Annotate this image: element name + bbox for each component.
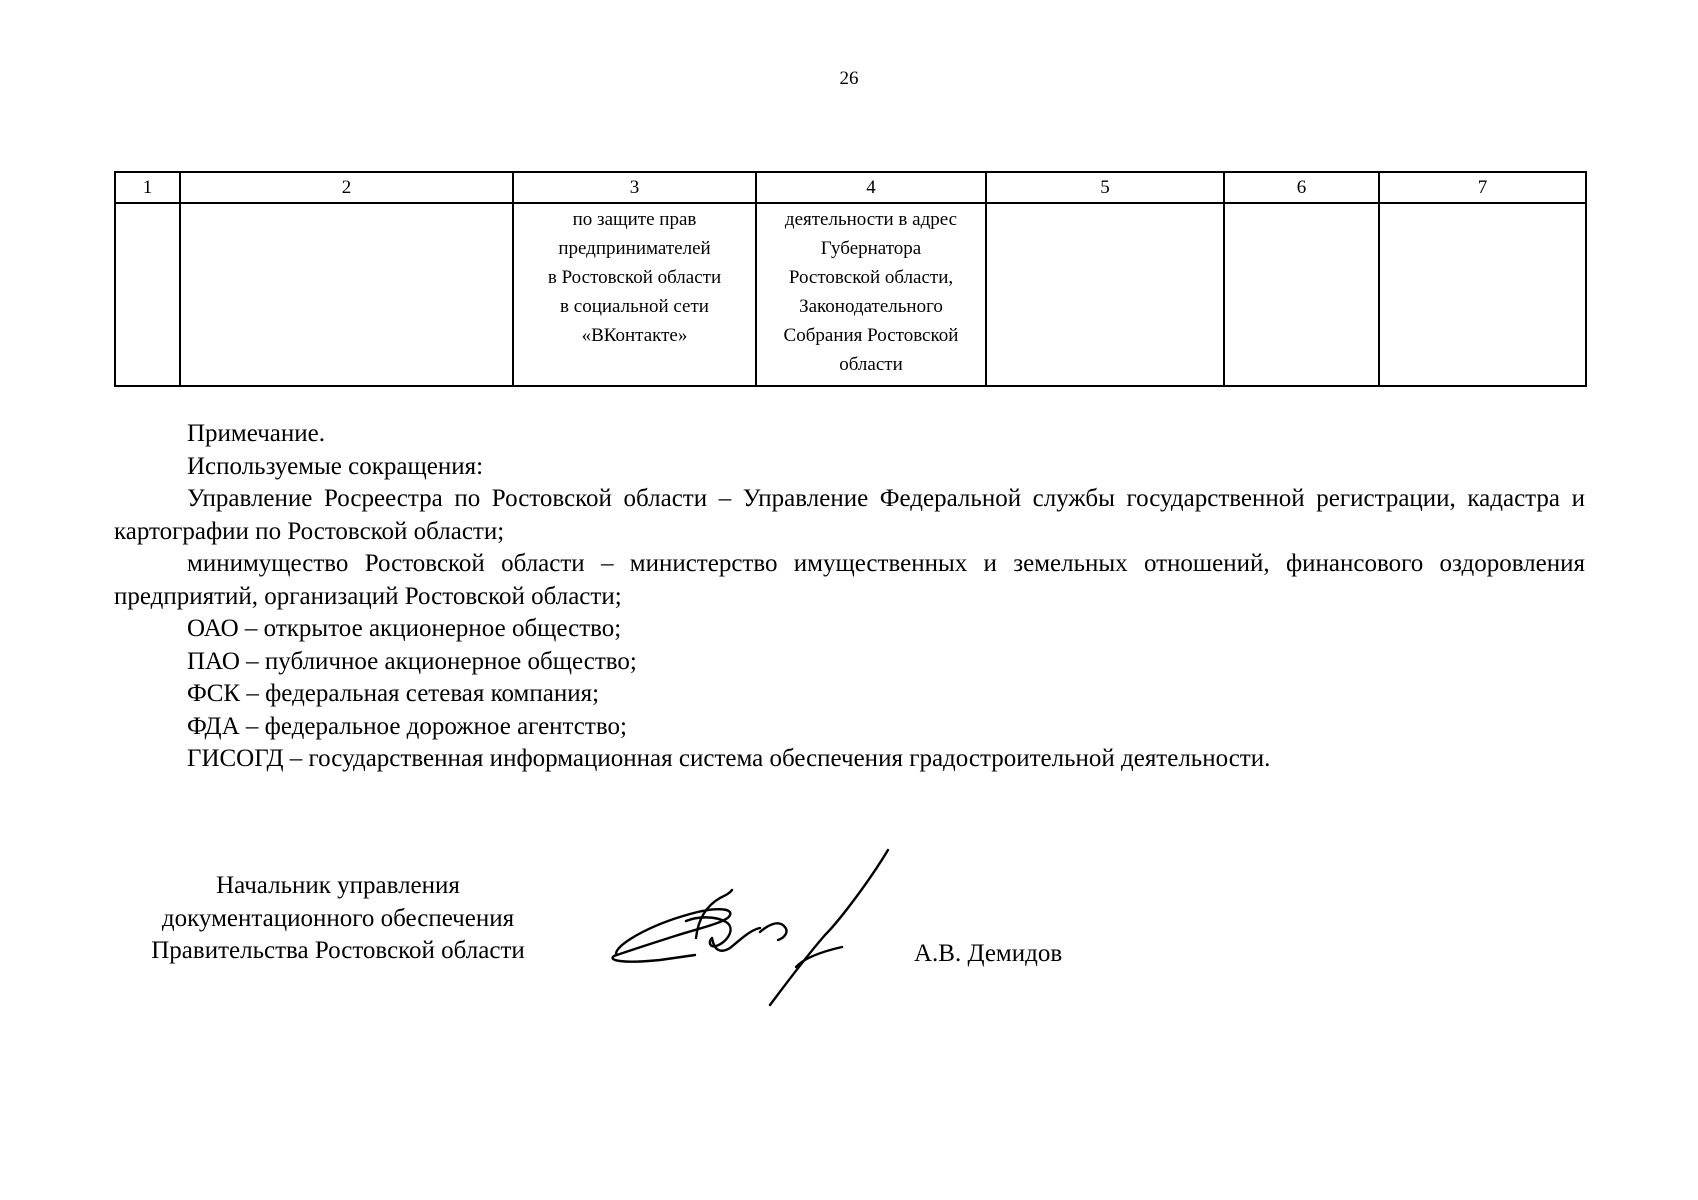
signer-position-line: Правительства Ростовской области (151, 937, 525, 964)
column-header: 3 (513, 172, 756, 203)
column-header: 6 (1224, 172, 1379, 203)
page-number: 26 (839, 68, 859, 89)
cell-text-line: области (839, 354, 903, 375)
document-table (114, 171, 1587, 387)
cell-text-line: предпринимателей (558, 238, 711, 259)
abbreviation-item: ОАО – открытое акционерное общество; (187, 615, 622, 642)
cell-text-line: деятельности в адрес (784, 209, 958, 230)
cell-text-line: Собрания Ростовской (783, 325, 959, 346)
table-cell (1379, 203, 1586, 386)
abbreviation-item: ФДА – федеральное дорожное агентство; (187, 712, 627, 740)
cell-text-line: Губернатора (820, 238, 922, 259)
column-header: 2 (180, 172, 513, 203)
notes-title: Примечание. (187, 420, 326, 447)
column-header: 1 (115, 172, 180, 203)
abbreviation-item: минимущество Ростовской области – министерство имущественных и земельных отношений, финансового оздоровления предприятий, организаций Ростовской области; (114, 550, 1585, 610)
notes-subtitle: Используемые сокращения: (187, 452, 484, 480)
table-row (115, 203, 1586, 386)
signer-position (114, 870, 562, 968)
abbreviation-item: ФСК – федеральная сетевая компания; (187, 680, 600, 707)
cell-text-line: в социальной сети (560, 296, 709, 317)
table-cell-col4 (756, 203, 986, 386)
table-cell (986, 203, 1224, 386)
signer-position-line: документационного обеспечения (161, 904, 515, 932)
abbreviation-item: ПАО – публичное акционерное общество; (187, 647, 637, 675)
signer-position-line: Начальник управления (216, 872, 460, 899)
cell-text-line: Ростовской области, (788, 267, 954, 288)
table-cell-col3 (513, 203, 756, 386)
abbreviation-item: Управление Росреестра по Ростовской области – Управление Федеральной службы государственной регистрации, кадастра и картографии по Ростовской области; (114, 485, 1585, 545)
handwritten-signature (600, 840, 900, 1010)
column-header: 4 (756, 172, 986, 203)
table-cell (1224, 203, 1379, 386)
signer-name: А.В. Демидов (914, 940, 1063, 967)
cell-text-line: «ВКонтакте» (581, 325, 688, 346)
cell-text-line: в Ростовской области (547, 267, 722, 288)
column-header: 5 (986, 172, 1224, 203)
table-cell (180, 203, 513, 386)
abbreviation-item: ГИСОГД – государственная информационная система обеспечения градостроительной деятельности. (187, 745, 1271, 772)
cell-text-line: Законодательного (799, 296, 943, 317)
table-cell (115, 203, 180, 386)
cell-text-line: по защите прав (572, 209, 697, 230)
notes-section (114, 418, 1585, 776)
table-header-row (115, 172, 1586, 203)
column-header: 7 (1379, 172, 1586, 203)
